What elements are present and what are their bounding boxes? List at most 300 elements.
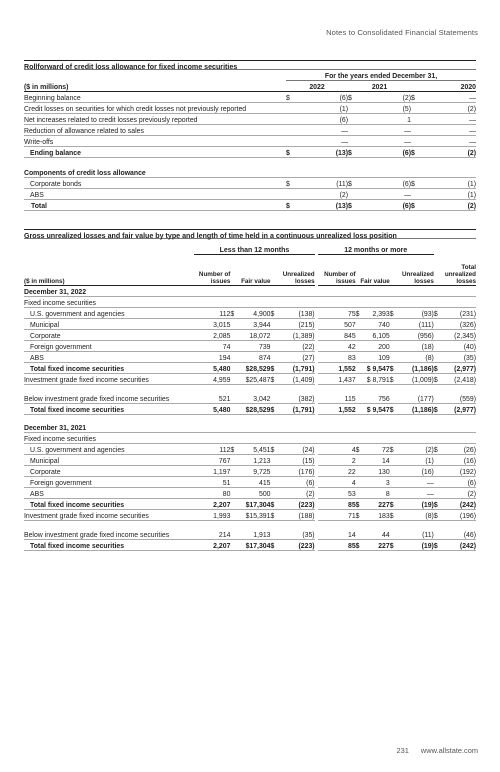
cell-value: 200 xyxy=(364,341,390,352)
row-label: Total fixed income securities xyxy=(24,499,194,510)
col-unrealized-losses: Unrealized losses xyxy=(390,255,434,286)
cell-value: (2) xyxy=(356,92,411,103)
currency-symbol: $ xyxy=(270,308,278,319)
currency-symbol xyxy=(230,374,238,385)
cell-value: — xyxy=(398,488,434,499)
currency-symbol xyxy=(390,477,398,488)
currency-symbol xyxy=(356,374,364,385)
cell-value: (1) xyxy=(419,178,476,189)
cell-value: (22) xyxy=(279,341,315,352)
col-number-of-issues: Number of issues xyxy=(318,255,356,286)
table-row xyxy=(24,341,476,352)
table-row xyxy=(24,466,476,477)
row-label: Municipal xyxy=(24,455,194,466)
cell-value: 415 xyxy=(238,477,270,488)
currency-symbol: $ xyxy=(356,308,364,319)
cell-value: — xyxy=(294,136,348,147)
row-label: Foreign government xyxy=(24,477,194,488)
cell-value: 1,552 xyxy=(318,363,356,374)
cell-value: 14 xyxy=(364,455,390,466)
cell-value: 115 xyxy=(318,385,356,404)
cell-value: (8) xyxy=(398,510,434,521)
currency-symbol xyxy=(390,330,398,341)
cell-value: 44 xyxy=(364,521,390,540)
currency-symbol: $ xyxy=(434,499,442,510)
cell-value: $28,529 xyxy=(238,404,270,415)
currency-symbol: $ xyxy=(348,147,356,158)
currency-symbol: $ xyxy=(390,404,398,415)
currency-symbol xyxy=(434,330,442,341)
category-label: Fixed income securities xyxy=(24,297,476,308)
currency-symbol: $ xyxy=(390,444,398,455)
table-row xyxy=(24,352,476,363)
cell-value: (2) xyxy=(398,444,434,455)
table-row xyxy=(24,189,476,200)
cell-value: 4,900 xyxy=(238,308,270,319)
cell-value: $17,304 xyxy=(238,540,270,551)
cell-value: 767 xyxy=(194,455,230,466)
category-row xyxy=(24,433,476,444)
cell-value: 1,437 xyxy=(318,374,356,385)
cell-value: (223) xyxy=(279,499,315,510)
currency-symbol: $ xyxy=(390,374,398,385)
cell-value: 756 xyxy=(364,385,390,404)
currency-symbol xyxy=(356,488,364,499)
table-row xyxy=(24,477,476,488)
currency-symbol: $ xyxy=(434,404,442,415)
cell-value: 3,015 xyxy=(194,319,230,330)
cell-value: (27) xyxy=(279,352,315,363)
cell-value: (176) xyxy=(279,466,315,477)
total-row xyxy=(24,540,476,551)
currency-symbol xyxy=(390,352,398,363)
currency-symbol: $ xyxy=(270,499,278,510)
cell-value: (16) xyxy=(398,466,434,477)
cell-value: (6) xyxy=(356,200,411,211)
cell-value: 2,085 xyxy=(194,330,230,341)
unrealized-losses-table xyxy=(24,240,476,551)
currency-symbol xyxy=(230,352,238,363)
currency-symbol xyxy=(390,455,398,466)
table-row xyxy=(24,385,476,404)
currency-symbol: $ xyxy=(348,200,356,211)
cell-value: (1,009) xyxy=(398,374,434,385)
cell-value: 1,197 xyxy=(194,466,230,477)
cell-value: 1,993 xyxy=(194,510,230,521)
cell-value: 739 xyxy=(238,341,270,352)
currency-symbol xyxy=(356,455,364,466)
table-row xyxy=(24,92,476,103)
cell-value: 740 xyxy=(364,319,390,330)
unit-label: ($ in millions) xyxy=(24,255,194,286)
cell-value: (26) xyxy=(442,444,476,455)
cell-value: 227 xyxy=(364,499,390,510)
cell-value: 194 xyxy=(194,352,230,363)
cell-value: 9,725 xyxy=(238,466,270,477)
currency-symbol xyxy=(434,466,442,477)
year-2021: 2021 xyxy=(348,81,411,92)
cell-value: (93) xyxy=(398,308,434,319)
currency-symbol xyxy=(230,477,238,488)
cell-value: (2) xyxy=(442,488,476,499)
currency-symbol xyxy=(356,352,364,363)
cell-value: (2,977) xyxy=(442,363,476,374)
cell-value: (6) xyxy=(279,477,315,488)
year-header-row xyxy=(24,81,476,92)
cell-value: 1,552 xyxy=(318,404,356,415)
cell-value: 214 xyxy=(194,521,230,540)
cell-value: (19) xyxy=(398,499,434,510)
cell-value: 130 xyxy=(364,466,390,477)
cell-value: 4 xyxy=(318,477,356,488)
rollforward-table xyxy=(24,71,476,211)
currency-symbol: $ xyxy=(270,404,278,415)
currency-symbol: $ xyxy=(434,308,442,319)
currency-symbol xyxy=(434,352,442,363)
cell-value: $17,304 xyxy=(238,499,270,510)
cell-value: (956) xyxy=(398,330,434,341)
currency-symbol xyxy=(356,363,364,374)
currency-symbol: $ xyxy=(356,444,364,455)
cell-value: (231) xyxy=(442,308,476,319)
cell-value: 80 xyxy=(194,488,230,499)
components-header: Components of credit loss allowance xyxy=(24,167,476,178)
row-label: Total fixed income securities xyxy=(24,363,194,374)
row-label: U.S. government and agencies xyxy=(24,308,194,319)
cell-value: 4 xyxy=(318,444,356,455)
currency-symbol xyxy=(434,385,442,404)
row-label: Write-offs xyxy=(24,136,286,147)
cell-value: (6) xyxy=(356,147,411,158)
cell-value: 6,105 xyxy=(364,330,390,341)
cell-value: (16) xyxy=(442,455,476,466)
currency-symbol xyxy=(390,488,398,499)
total-row xyxy=(24,404,476,415)
row-label: Total fixed income securities xyxy=(24,404,194,415)
currency-symbol xyxy=(230,330,238,341)
cell-value: $15,391 xyxy=(238,510,270,521)
cell-value: (40) xyxy=(442,341,476,352)
cell-value: (11) xyxy=(398,521,434,540)
cell-value: (2) xyxy=(419,103,476,114)
currency-symbol: $ xyxy=(411,178,419,189)
cell-value: 3 xyxy=(364,477,390,488)
currency-symbol xyxy=(390,466,398,477)
currency-symbol xyxy=(356,404,364,415)
currency-symbol: $ xyxy=(434,363,442,374)
site-url: www.allstate.com xyxy=(420,746,478,755)
currency-symbol xyxy=(270,385,278,404)
cell-value: — xyxy=(294,125,348,136)
currency-symbol xyxy=(434,521,442,540)
currency-symbol: $ xyxy=(434,444,442,455)
currency-symbol xyxy=(230,319,238,330)
currency-symbol: $ xyxy=(230,444,238,455)
cell-value: 3,944 xyxy=(238,319,270,330)
cell-value: $25,487 xyxy=(238,374,270,385)
col-fair-value: Fair value xyxy=(356,255,390,286)
cell-value: (223) xyxy=(279,540,315,551)
period-header-row xyxy=(24,71,476,81)
row-label: Credit losses on securities for which credit losses not previously reported xyxy=(24,103,286,114)
cell-value: 1,913 xyxy=(238,521,270,540)
total-row xyxy=(24,147,476,158)
group-header-row xyxy=(24,240,476,255)
cell-value: (2,345) xyxy=(442,330,476,341)
total-row xyxy=(24,363,476,374)
cell-value: 85 xyxy=(318,540,356,551)
group-less-than-12-months: Less than 12 months xyxy=(194,240,314,255)
cell-value: 72 xyxy=(364,444,390,455)
cell-value: (5) xyxy=(356,103,411,114)
table-row xyxy=(24,521,476,540)
cell-value: — xyxy=(356,125,411,136)
currency-symbol: $ xyxy=(390,540,398,551)
cell-value: 874 xyxy=(238,352,270,363)
row-label: Foreign government xyxy=(24,341,194,352)
currency-symbol xyxy=(270,455,278,466)
cell-value: 1 xyxy=(356,114,411,125)
total-row xyxy=(24,499,476,510)
cell-value: 75 xyxy=(318,308,356,319)
cell-value: (6) xyxy=(442,477,476,488)
col-total-unrealized-losses: Total unrealized losses xyxy=(434,255,476,286)
currency-symbol xyxy=(356,521,364,540)
cell-value: (1,389) xyxy=(279,330,315,341)
row-label: Net increases related to credit losses previously reported xyxy=(24,114,286,125)
cell-value: (2) xyxy=(279,488,315,499)
currency-symbol xyxy=(356,385,364,404)
cell-value: (1,791) xyxy=(279,363,315,374)
currency-symbol xyxy=(270,352,278,363)
cell-value: (382) xyxy=(279,385,315,404)
date-header: December 31, 2021 xyxy=(24,422,476,433)
cell-value: 8 xyxy=(364,488,390,499)
currency-symbol xyxy=(230,404,238,415)
currency-symbol: $ xyxy=(270,540,278,551)
year-2020: 2020 xyxy=(411,81,476,92)
cell-value: 227 xyxy=(364,540,390,551)
currency-symbol xyxy=(230,540,238,551)
cell-value: (24) xyxy=(279,444,315,455)
page-number: 231 xyxy=(396,746,409,755)
currency-symbol xyxy=(230,510,238,521)
cell-value: (2) xyxy=(294,189,348,200)
col-unrealized-losses: Unrealized losses xyxy=(270,255,314,286)
row-label: Investment grade fixed income securities xyxy=(24,510,194,521)
row-label: Below investment grade fixed income securities xyxy=(24,521,194,540)
currency-symbol: $ xyxy=(356,510,364,521)
table-row xyxy=(24,330,476,341)
currency-symbol: $ xyxy=(390,499,398,510)
cell-value: 5,480 xyxy=(194,363,230,374)
total-row xyxy=(24,200,476,211)
currency-symbol xyxy=(434,477,442,488)
currency-symbol: $ xyxy=(270,374,278,385)
table-row xyxy=(24,114,476,125)
cell-value: (11) xyxy=(294,178,348,189)
cell-value: (326) xyxy=(442,319,476,330)
currency-symbol xyxy=(434,341,442,352)
currency-symbol xyxy=(270,466,278,477)
currency-symbol: $ xyxy=(286,92,294,103)
table-row xyxy=(24,103,476,114)
cell-value: (215) xyxy=(279,319,315,330)
currency-symbol: $ xyxy=(286,147,294,158)
currency-symbol: $ xyxy=(434,540,442,551)
row-label: Total fixed income securities xyxy=(24,540,194,551)
currency-symbol xyxy=(390,521,398,540)
row-label: Municipal xyxy=(24,319,194,330)
column-header-row xyxy=(24,255,476,286)
cell-value: 18,072 xyxy=(238,330,270,341)
period-header: For the years ended December 31, xyxy=(286,71,476,81)
currency-symbol: $ xyxy=(356,540,364,551)
currency-symbol: $ xyxy=(411,92,419,103)
currency-symbol: $ xyxy=(434,510,442,521)
cell-value: $ 9,547 xyxy=(364,363,390,374)
row-label: Total xyxy=(24,200,286,211)
cell-value: (138) xyxy=(279,308,315,319)
currency-symbol xyxy=(230,466,238,477)
currency-symbol xyxy=(390,341,398,352)
cell-value: $ 8,791 xyxy=(364,374,390,385)
currency-symbol xyxy=(434,488,442,499)
cell-value: (19) xyxy=(398,540,434,551)
group-12-months-or-more: 12 months or more xyxy=(318,240,434,255)
currency-symbol: $ xyxy=(390,363,398,374)
currency-symbol: $ xyxy=(270,510,278,521)
cell-value: (8) xyxy=(398,352,434,363)
currency-symbol xyxy=(270,319,278,330)
row-label: Corporate xyxy=(24,330,194,341)
cell-value: (111) xyxy=(398,319,434,330)
currency-symbol xyxy=(434,319,442,330)
cell-value: (1) xyxy=(294,103,348,114)
cell-value: — xyxy=(419,125,476,136)
section-header-row xyxy=(24,167,476,178)
row-label: Corporate bonds xyxy=(24,178,286,189)
cell-value: 4,959 xyxy=(194,374,230,385)
table-row xyxy=(24,319,476,330)
currency-symbol: $ xyxy=(270,363,278,374)
currency-symbol xyxy=(270,477,278,488)
cell-value: (1,186) xyxy=(398,363,434,374)
row-label: ABS xyxy=(24,488,194,499)
cell-value: 521 xyxy=(194,385,230,404)
cell-value: 1,213 xyxy=(238,455,270,466)
unrealized-losses-table-title: Gross unrealized losses and fair value by type and length of time held in a continuous unrealized loss position xyxy=(24,229,476,239)
cell-value: 507 xyxy=(318,319,356,330)
cell-value: — xyxy=(356,189,411,200)
cell-value: (35) xyxy=(442,352,476,363)
currency-symbol xyxy=(356,330,364,341)
cell-value: (242) xyxy=(442,540,476,551)
cell-value: (2) xyxy=(419,200,476,211)
currency-symbol: $ xyxy=(348,178,356,189)
cell-value: — xyxy=(356,136,411,147)
cell-value: (1,186) xyxy=(398,404,434,415)
table-row xyxy=(24,488,476,499)
cell-value: (559) xyxy=(442,385,476,404)
cell-value: 109 xyxy=(364,352,390,363)
unit-label: ($ in millions) xyxy=(24,81,286,92)
row-label: Below investment grade fixed income securities xyxy=(24,385,194,404)
currency-symbol xyxy=(270,488,278,499)
row-label: ABS xyxy=(24,189,286,200)
col-fair-value: Fair value xyxy=(230,255,270,286)
cell-value: (35) xyxy=(279,521,315,540)
table-row xyxy=(24,136,476,147)
cell-value: (192) xyxy=(442,466,476,477)
cell-value: 112 xyxy=(194,308,230,319)
category-row xyxy=(24,297,476,308)
cell-value: 2,207 xyxy=(194,499,230,510)
currency-symbol: $ xyxy=(434,374,442,385)
table-row xyxy=(24,510,476,521)
cell-value: 2,393 xyxy=(364,308,390,319)
cell-value: — xyxy=(419,92,476,103)
currency-symbol: $ xyxy=(270,444,278,455)
cell-value: (2,418) xyxy=(442,374,476,385)
currency-symbol: $ xyxy=(411,147,419,158)
table-row xyxy=(24,374,476,385)
currency-symbol: $ xyxy=(230,308,238,319)
cell-value: 74 xyxy=(194,341,230,352)
cell-value: 2 xyxy=(318,455,356,466)
currency-symbol xyxy=(270,521,278,540)
currency-symbol xyxy=(230,499,238,510)
row-label: Investment grade fixed income securities xyxy=(24,374,194,385)
cell-value: 112 xyxy=(194,444,230,455)
date-header-row xyxy=(24,422,476,433)
cell-value: — xyxy=(398,477,434,488)
cell-value: 3,042 xyxy=(238,385,270,404)
currency-symbol xyxy=(356,319,364,330)
cell-value: 53 xyxy=(318,488,356,499)
year-2022: 2022 xyxy=(286,81,348,92)
page-header: Notes to Consolidated Financial Statements xyxy=(326,28,478,37)
table-row xyxy=(24,178,476,189)
cell-value: 42 xyxy=(318,341,356,352)
row-label: ABS xyxy=(24,352,194,363)
rollforward-table-title: Rollforward of credit loss allowance for fixed income securities xyxy=(24,60,476,70)
currency-symbol: $ xyxy=(411,200,419,211)
cell-value: 14 xyxy=(318,521,356,540)
currency-symbol: $ xyxy=(390,308,398,319)
cell-value: $28,529 xyxy=(238,363,270,374)
cell-value: 845 xyxy=(318,330,356,341)
row-label: Corporate xyxy=(24,466,194,477)
cell-value: (1) xyxy=(398,455,434,466)
cell-value: (2,977) xyxy=(442,404,476,415)
cell-value: (1) xyxy=(419,189,476,200)
cell-value: (13) xyxy=(294,147,348,158)
currency-symbol xyxy=(230,341,238,352)
table-row xyxy=(24,455,476,466)
cell-value: (1,791) xyxy=(279,404,315,415)
cell-value: (6) xyxy=(294,92,348,103)
cell-value: 71 xyxy=(318,510,356,521)
cell-value: (177) xyxy=(398,385,434,404)
currency-symbol xyxy=(390,319,398,330)
row-label: Ending balance xyxy=(24,147,286,158)
page-footer xyxy=(397,746,479,755)
cell-value: 83 xyxy=(318,352,356,363)
currency-symbol xyxy=(356,477,364,488)
cell-value: — xyxy=(419,114,476,125)
date-header: December 31, 2022 xyxy=(24,286,476,297)
